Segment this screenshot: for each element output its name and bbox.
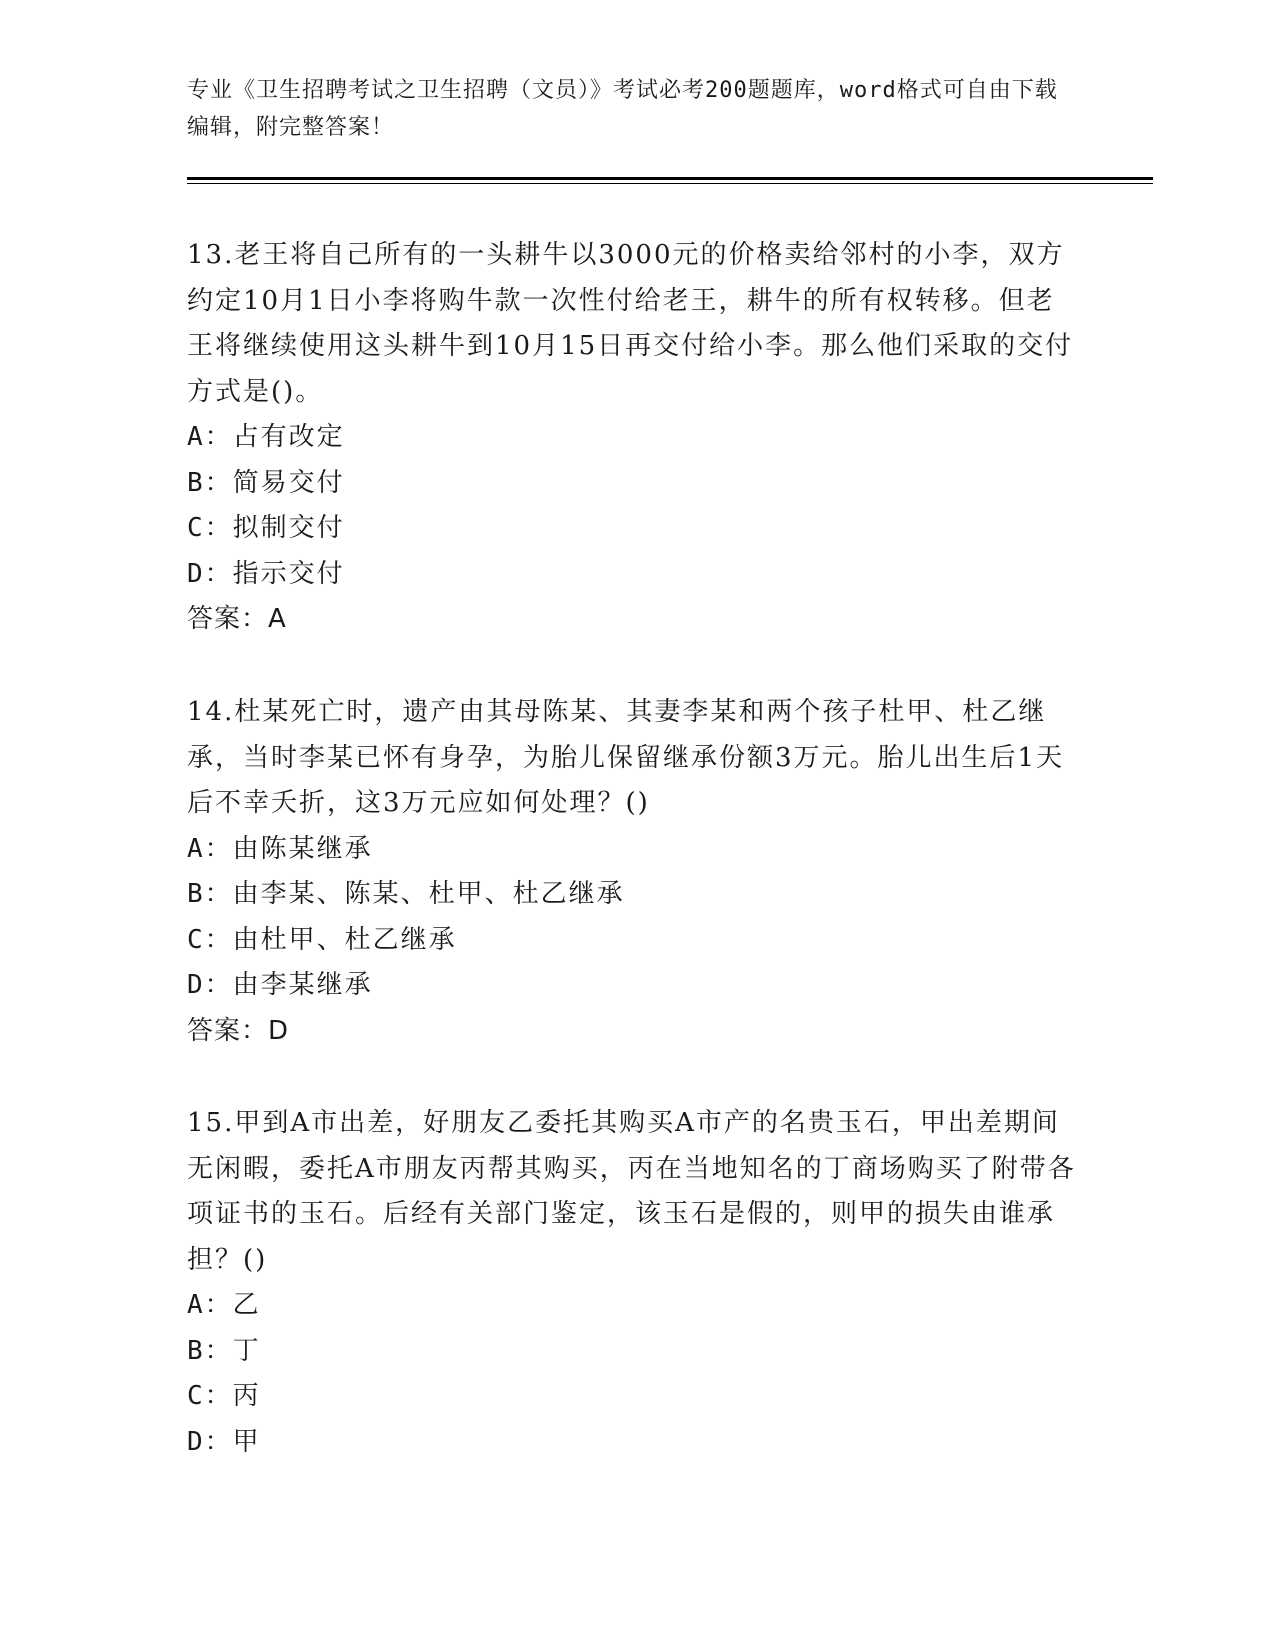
option-letter: B： — [187, 879, 233, 909]
option-text: 乙 — [232, 1290, 261, 1320]
option-letter: D： — [187, 970, 233, 1000]
option-text: 拟制交付 — [232, 513, 345, 543]
option-letter: C： — [187, 1381, 233, 1411]
option-text: 指示交付 — [232, 558, 345, 589]
option-letter: A： — [187, 1290, 233, 1320]
option-b — [187, 872, 1077, 918]
option-text: 丙 — [232, 1381, 261, 1411]
option-c — [187, 918, 1077, 964]
option-b — [187, 461, 1077, 507]
option-d — [187, 552, 1077, 598]
option-d — [187, 963, 1077, 1009]
option-text: 由陈某继承 — [232, 833, 373, 864]
option-text: 由李某继承 — [232, 970, 373, 1000]
option-d — [187, 1420, 1077, 1466]
option-letter: D： — [187, 558, 233, 589]
option-letter: C： — [187, 924, 233, 955]
answer-label: 答案：A — [187, 604, 287, 634]
page-header: 专业《卫生招聘考试之卫生招聘（文员）》考试必考200题题库，word格式可自由下载编辑，附完整答案！ — [187, 78, 1058, 140]
option-b — [187, 1329, 1077, 1375]
option-c — [187, 1374, 1077, 1420]
question-stem: 13.老王将自己所有的一头耕牛以3000元的价格卖给邻村的小李，双方约定10月1日小李将购牛款一次性付给老王，耕牛的所有权转移。但老王将继续使用这头耕牛到10月15日再交付给小李。那么他们采取的交付方式是()。 — [187, 240, 1074, 407]
option-letter: A： — [187, 833, 233, 864]
question-14 — [187, 690, 1077, 1054]
question-stem: 14.杜某死亡时，遗产由其母陈某、其妻李某和两个孩子杜甲、杜乙继承，当时李某已怀有身孕，为胎儿保留继承份额3万元。胎儿出生后1天后不幸夭折，这3万元应如何处理？() — [187, 697, 1065, 818]
question-13 — [187, 233, 1077, 643]
option-a — [187, 1283, 1077, 1329]
option-a — [187, 827, 1077, 873]
header-divider-thick — [187, 177, 1153, 180]
answer-label: 答案：D — [187, 1015, 290, 1046]
option-text: 丁 — [232, 1335, 261, 1366]
option-text: 甲 — [232, 1426, 261, 1457]
question-stem: 15.甲到A市出差，好朋友乙委托其购买A市产的名贵玉石，甲出差期间无闲暇，委托A市朋友丙帮其购买，丙在当地知名的丁商场购买了附带各项证书的玉石。后经有关部门鉴定，该玉石是假的，则甲的损失由谁承担？() — [187, 1108, 1076, 1275]
option-a — [187, 415, 1077, 461]
option-text: 由杜甲、杜乙继承 — [232, 924, 457, 955]
option-letter: A： — [187, 422, 233, 452]
option-letter: B： — [187, 467, 233, 498]
option-text: 简易交付 — [232, 467, 345, 498]
option-letter: B： — [187, 1335, 233, 1366]
option-text: 占有改定 — [232, 422, 345, 452]
option-letter: D： — [187, 1426, 233, 1457]
header-divider-thin — [187, 183, 1153, 184]
option-c — [187, 506, 1077, 552]
question-15 — [187, 1101, 1077, 1465]
option-letter: C： — [187, 513, 233, 543]
option-text: 由李某、陈某、杜甲、杜乙继承 — [232, 879, 625, 909]
